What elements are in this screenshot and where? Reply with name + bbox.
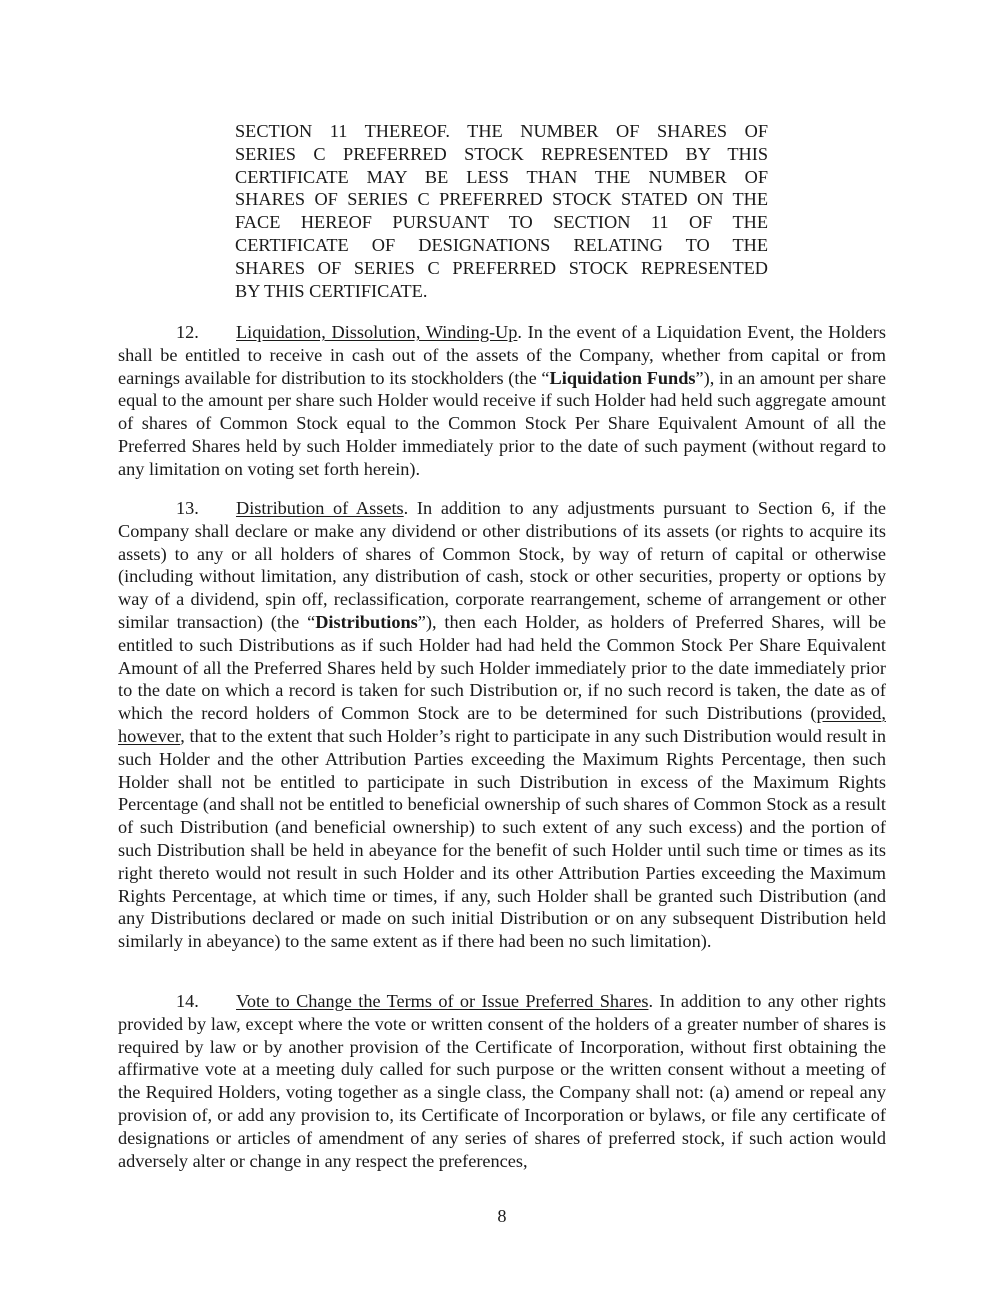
section-text: ”), then each Holder, as holders of Preferred Shares, will be entitled to such Distributions as if such Holder had had held the Common Stock Per Share Equivalent Amount of all the Preferred Shares held by such Holder immediately prior to the date immediately prior to the date on which a record is taken for such Distribution or, if no such record is taken, the date as of which the record holders of Common Stock are to be determined for such Distributions ( [118,611,886,724]
section-number: 13. [176,498,199,518]
section-paragraph [118,990,886,1172]
section-text: . In addition to any other rights provided by law, except where the vote or written consent of the holders of a greater number of shares is required by law or by another provision of the Certificate of Incorporation, without first obtaining the affirmative vote at a meeting duly called for such purpose or the written consent without a meeting of the Required Holders, voting together as a single class, the Company shall not: (a) amend or repeal any provision of, or add any provision to, its Certificate of Incorporation or bylaws, or file any certificate of designations or articles of amendment of any series of shares of preferred stock, if such action would adversely alter or change in any respect the preferences, [118,991,886,1171]
section-12-liquidation [118,321,886,481]
section-text: ”), in an amount per share equal to the amount per share such Holder would receive if such Holder had held such aggregate amount of shares of Common Stock equal to the Common Stock Per Share Equivalent Amount of all the Preferred Shares held by such Holder immediately prior to the date of such payment (without regard to any limitation on voting set forth herein). [118,367,886,479]
page-number: 8 [497,1206,507,1226]
certificate-legend [235,120,768,302]
proviso-term: provided [816,703,882,724]
legend-line: SHARES OF SERIES C PREFERRED STOCK REPRESENTED [235,257,768,278]
legend-line: BY THIS CERTIFICATE. [235,280,428,301]
section-text: . In the event of a Liquidation Event, the Holders shall be entitled to receive in cash out of the assets of the Company, whether from capital or from earnings available for distribution to its stockholders (the “ [118,322,886,388]
section-14-vote [118,990,886,1172]
section-text: , that to the extent that such Holder’s right to participate in any such Distribution would result in such Holder and the other Attribution Parties exceeding the Maximum Rights Percentage, then such Holder shall not be entitled to participate in such Distribution in excess of the Maximum Rights Percentage (and shall not be entitled to beneficial ownership of such shares of Common Stock as a result of such Distribution (and beneficial ownership) to such extent of any such excess) and the portion of such Distribution shall be held in abeyance for the benefit of such Holder until such time or times as its right thereto would not result in such Holder and its other Attribution Parties exceeding the Maximum Rights Percentage, at which time or times, if any, such Holder shall be granted such Distribution (and any Distributions declared or made on such initial Distribution or on any subsequent Distribution held similarly in abeyance) to the same extent as if there had been no such limitation). [118,725,886,952]
section-heading: Distribution of Assets [236,498,404,518]
defined-term: Distributions [315,611,418,632]
section-paragraph [118,321,886,481]
section-heading: Vote to Change the Terms of or Issue Preferred Shares [236,991,649,1011]
section-number: 14. [176,991,199,1011]
legend-line: SECTION 11 THEREOF. THE NUMBER OF SHARES OF [235,121,768,141]
legend-line: CERTIFICATE OF DESIGNATIONS RELATING TO THE [235,234,768,255]
section-13-distribution [118,497,886,953]
defined-term: Liquidation Funds [549,367,696,388]
legend-line: FACE HEREOF PURSUANT TO SECTION 11 OF THE [235,212,768,233]
legend-line: SERIES C PREFERRED STOCK REPRESENTED BY THIS [235,143,768,164]
section-number: 12. [176,322,199,342]
legend-line: CERTIFICATE MAY BE LESS THAN THE NUMBER OF [235,166,768,187]
proviso-separator: , [881,703,886,724]
section-paragraph [118,497,886,953]
proviso-term: however [118,725,181,746]
legend-line: SHARES OF SERIES C PREFERRED STOCK STATED ON THE [235,189,768,210]
section-heading: Liquidation, Dissolution, Winding-Up [236,322,518,342]
section-text: . In addition to any adjustments pursuant to Section 6, if the Company shall declare or make any dividend or other distributions of its assets (or rights to acquire its assets) to any or all holders of shares of Common Stock, by way of return of capital or otherwise (including without limitation, any distribution of cash, stock or other securities, property or options by way of a dividend, spin off, reclassification, corporate rearrangement, scheme of arrangement or other similar transaction) (the “ [118,498,886,632]
